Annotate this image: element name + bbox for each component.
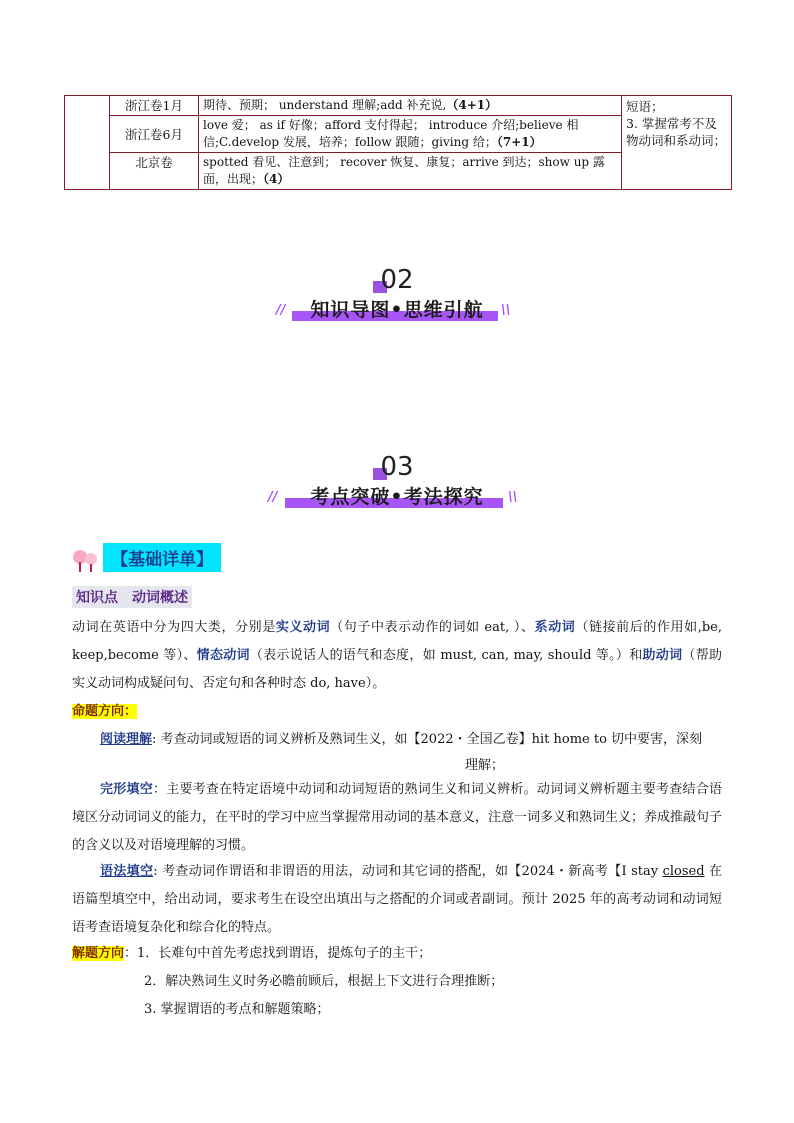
content-text: love 爱； as if 好像；afford 支付得起； introduce 介绍;believe 相信;C.develop 发展，培养；follow 跟随；giving 给； [203, 118, 579, 149]
tree-icon [72, 549, 98, 573]
reading-paragraph [72, 726, 722, 754]
solve-label: 解题方向 [72, 946, 125, 961]
region-cell: 浙江卷6月 [110, 116, 199, 153]
solve-item-row [144, 968, 724, 996]
count-text: （4+1） [446, 98, 498, 112]
intro-paragraph [72, 614, 722, 698]
section-number: 03 [380, 452, 414, 482]
reading-label: 阅读理解 [100, 732, 153, 747]
grammar-example-word: closed [662, 864, 705, 879]
intro-text: 动词在英语中分为四大类，分别是 [72, 620, 276, 635]
term-content-verb: 实义动词 [275, 620, 331, 635]
term-linking-verb: 系动词 [534, 620, 576, 635]
term-auxiliary-verb: 助动词 [642, 648, 683, 663]
solve-item: 2．解决熟词生义时务必瞻前顾后，根据上下文进行合理推断； [144, 974, 504, 989]
knowledge-point-label: 知识点 动词概述 [72, 586, 192, 608]
slash-decoration-left: // [268, 490, 278, 505]
direction-heading [72, 698, 722, 726]
intro-text: （表示说话人的语气和态度，如 must, can, may, should 等。）和 [249, 648, 643, 663]
slash-decoration-right: \\ [508, 490, 518, 505]
notes-text: 短语； 3. 掌握常考不及物动词和系动词； [626, 99, 727, 148]
grammar-paragraph [72, 858, 722, 942]
section-title: 考点突破•考法探究 [310, 486, 484, 508]
direction-label: 命题方向： [72, 704, 138, 719]
cloze-text: ：主要考查在特定语境中动词和动词短语的熟词生义和词义辨析。动词词义辨析题主要考查结合语境区分动词词义的能力，在平时的学习中应当掌握常用动词的基本意义，注意一词多义和熟词生义；养成推敲句子的含义以及对语境理解的习惯。 [72, 782, 723, 853]
content-cell [199, 153, 622, 190]
table-row [65, 96, 732, 116]
solve-item-row [144, 996, 724, 1024]
banner-title: 【基础详单】 [103, 543, 221, 572]
slash-decoration-right: \\ [501, 303, 511, 318]
content-text: 期待、预期； understand 理解;add 补充说, [203, 98, 447, 112]
grammar-label: 语法填空 [100, 864, 154, 879]
table-blank-cell [65, 96, 110, 190]
content-cell [199, 116, 622, 153]
reading-text-2: 理解； [465, 758, 505, 773]
cloze-paragraph [72, 776, 722, 860]
slash-decoration-left: // [276, 303, 286, 318]
section-header-02 [0, 265, 794, 335]
content-text: spotted 看见、注意到； recover 恢复、康复；arrive 到达；show up 露面，出现； [203, 155, 605, 186]
solve-direction [72, 940, 722, 968]
grammar-text-2: 在语篇型填空中，给出动词，要求考生在设空出填出与之搭配的介词或者副词。预计 2025 年的高考动词和动词短语考查语境复杂化和综合化的特点。 [72, 864, 722, 935]
cloze-label: 完形填空 [100, 782, 153, 797]
intro-text: （句子中表示动作的词如 eat, ）、 [330, 620, 535, 635]
content-cell [199, 96, 622, 116]
section-number: 02 [380, 265, 414, 295]
count-text: （7+1） [496, 135, 542, 149]
term-modal-verb: 情态动词 [196, 648, 250, 663]
section-header-03 [0, 452, 794, 522]
notes-cell [622, 96, 732, 190]
exam-table [64, 95, 732, 190]
solve-item: 3. 掌握谓语的考点和解题策略； [144, 1002, 330, 1017]
region-cell: 浙江卷1月 [110, 96, 199, 116]
count-text: （4） [263, 172, 290, 186]
basics-banner [72, 543, 221, 573]
region-cell: 北京卷 [110, 153, 199, 190]
intro-text: （链接前后的作用如,be, keep,become 等）、 [72, 620, 722, 663]
section-title: 知识导图•思维引航 [310, 299, 484, 321]
grammar-text: : 考查动词作谓语和非谓语的用法，动词和其它词的搭配，如【2024・新高考【I stay [153, 864, 663, 879]
reading-text: : 考查动词或短语的词义辨析及熟词生义，如【2022・全国乙卷】hit home to 切中要害，深刻 [152, 732, 703, 747]
intro-text: （帮助实义动词构成疑问句、否定句和各种时态 do, have）。 [72, 648, 722, 691]
solve-item: ：1．长难句中首先考虑找到谓语，提炼句子的主干； [124, 946, 432, 961]
